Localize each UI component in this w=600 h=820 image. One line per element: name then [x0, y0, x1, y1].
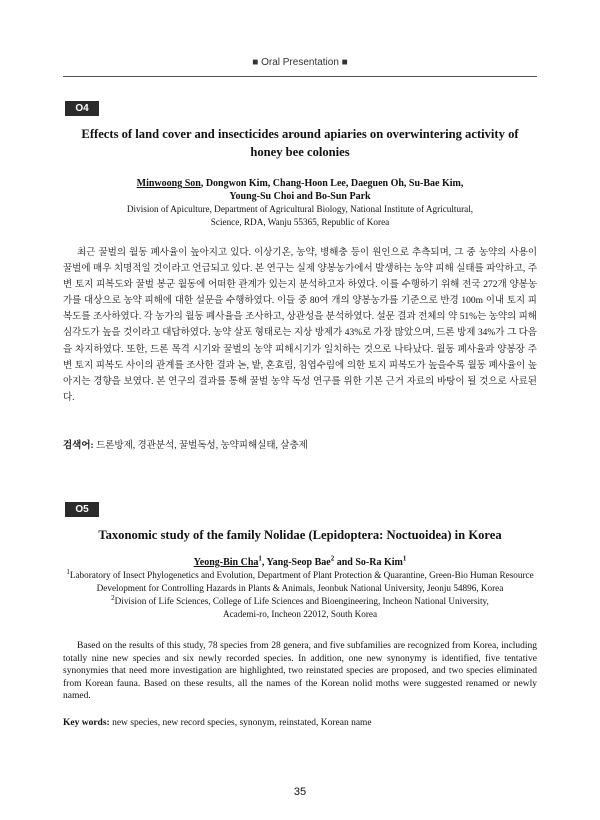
- abstract-badge-o5: O5: [65, 502, 99, 517]
- page-number: 35: [293, 786, 307, 798]
- affiliation-sup: 2: [330, 554, 335, 563]
- keywords-label: 검색어:: [63, 441, 94, 451]
- header-divider: [63, 76, 537, 77]
- affiliation-line: [63, 595, 537, 608]
- keywords-text: new species, new record species, synonym, reinstated, Korean name: [109, 718, 372, 728]
- affiliation-line: Science, RDA, Wanju 55365, Republic of Korea: [210, 217, 390, 227]
- abstract-body-o5: Based on the results of this study, 78 species from 28 genera, and five subfamilies are recognized from Korea, including totally nine new species and six newly recorded species. In addition, one new synonymy is identified, five tentative synonymies that need more investigation are highlighted, two reinstated species are proposed, and two species eliminated from Korean fauna. Based on these results, all the names of the Korean nolid moths were suggested renamed or newly named.: [63, 641, 537, 702]
- authors-block-o4: [63, 177, 537, 229]
- keywords-label: Key words:: [63, 718, 110, 728]
- keywords-o4: [63, 439, 537, 453]
- section-header: ■ Oral Presentation ■: [252, 57, 348, 68]
- affiliation-line: Division of Apiculture, Department of Agricultural Biology, National Institute of Agricultural,: [126, 204, 474, 214]
- coauthor: , Yang-Seop Bae: [261, 557, 331, 568]
- abstract-title-o5: Taxonomic study of the family Nolidae (Lepidoptera: Noctuoidea) in Korea: [98, 528, 502, 542]
- affiliation-sup: 2: [111, 593, 115, 602]
- coauthors: , Dongwon Kim, Chang-Hoon Lee, Daeguen Oh, Su-Bae Kim,: [200, 178, 464, 189]
- authors-line: Young-Su Choi and Bo-Sun Park: [229, 191, 371, 202]
- affiliation-text: Division of Life Sciences, College of Life Sciences and Bioengineering, Incheon National University,: [114, 596, 489, 606]
- authors-line: [63, 177, 537, 190]
- title-line: honey bee colonies: [250, 145, 350, 159]
- abstract-badge-o4: O4: [65, 101, 99, 116]
- affiliation-line: Academi-ro, Incheon 22012, South Korea: [222, 609, 378, 619]
- affiliation-line: Development for Controlling Hazards in Plants & Animals, Jeonbuk National University, Jeonju 54896, Korea: [96, 583, 504, 593]
- affiliation-sup: 1: [66, 567, 70, 576]
- authors-block-o5: [63, 556, 537, 621]
- affiliation-text: Laboratory of Insect Phylogenetics and Evolution, Department of Plant Protection & Quarantine, Green-Bio Human Resource: [69, 570, 534, 580]
- abstract-body-o4: 최근 꿀벌의 월동 폐사율이 높아지고 있다. 이상기온, 농약, 병해충 등이 원인으로 추측되며, 그 중 농약의 사용이 꿀벌에 매우 치명적일 것이라고 언급되고 있다. 본 연구는 실제 양봉농가에서 발생하는 농약 피해 실태를 파악하고, 주변 토지 피복도와 꿀벌 봉군 월동에 어떠한 관계가 있는지 분석하고자 하였다. 이를 수행하기 위해 전국 272개 양봉농가를 대상으로 농약 피해에 대한 설문을 수행하였다. 이들 중 80여 개의 양봉농가를 기준으로 반경 100m 이내 토지 피복도를 조사하였다. 각 농가의 월동 폐사율을 조사하고, 상관성을 분석하였다. 설문 결과 전체의 약 51%는 농약의 피해 심각도가 높을 것이라고 대답하였다. 농약 살포 형태로는 지상 방제가 43%로 가장 많았으며, 드론 방제 34%가 그 다음을 차지하였다. 또한, 드론 목격 시기와 꿀벌의 농약 피해시기가 일치하는 것으로 나타났다. 월동 폐사율과 양봉장 주변 토지 피복도 사이의 관계를 조사한 결과 논, 밭, 혼효림, 침엽수림에 의한 토지 피복도가 높을수록 월동 폐사율이 높아지는 경향을 보였다. 본 연구의 결과를 통해 꿀벌 농약 독성 연구를 위한 기본 근거 자료의 바탕이 될 것으로 사료된다.: [63, 248, 537, 403]
- presenting-author: Yeong-Bin Cha: [193, 557, 259, 568]
- affiliation-sup: 1: [402, 554, 407, 563]
- abstract-title-o4: [63, 125, 537, 161]
- affiliation-sup: 1: [258, 554, 262, 563]
- coauthor: and So-Ra Kim: [334, 557, 403, 568]
- affiliation-line: [63, 569, 537, 582]
- authors-line: [63, 556, 537, 569]
- keywords-text: 드론방제, 경관분석, 꿀벌독성, 농약피해실태, 살충제: [93, 441, 308, 451]
- presenting-author: Minwoong Son: [136, 178, 201, 189]
- title-line: Effects of land cover and insecticides around apiaries on overwintering activity of: [81, 127, 519, 141]
- keywords-o5: [63, 716, 537, 730]
